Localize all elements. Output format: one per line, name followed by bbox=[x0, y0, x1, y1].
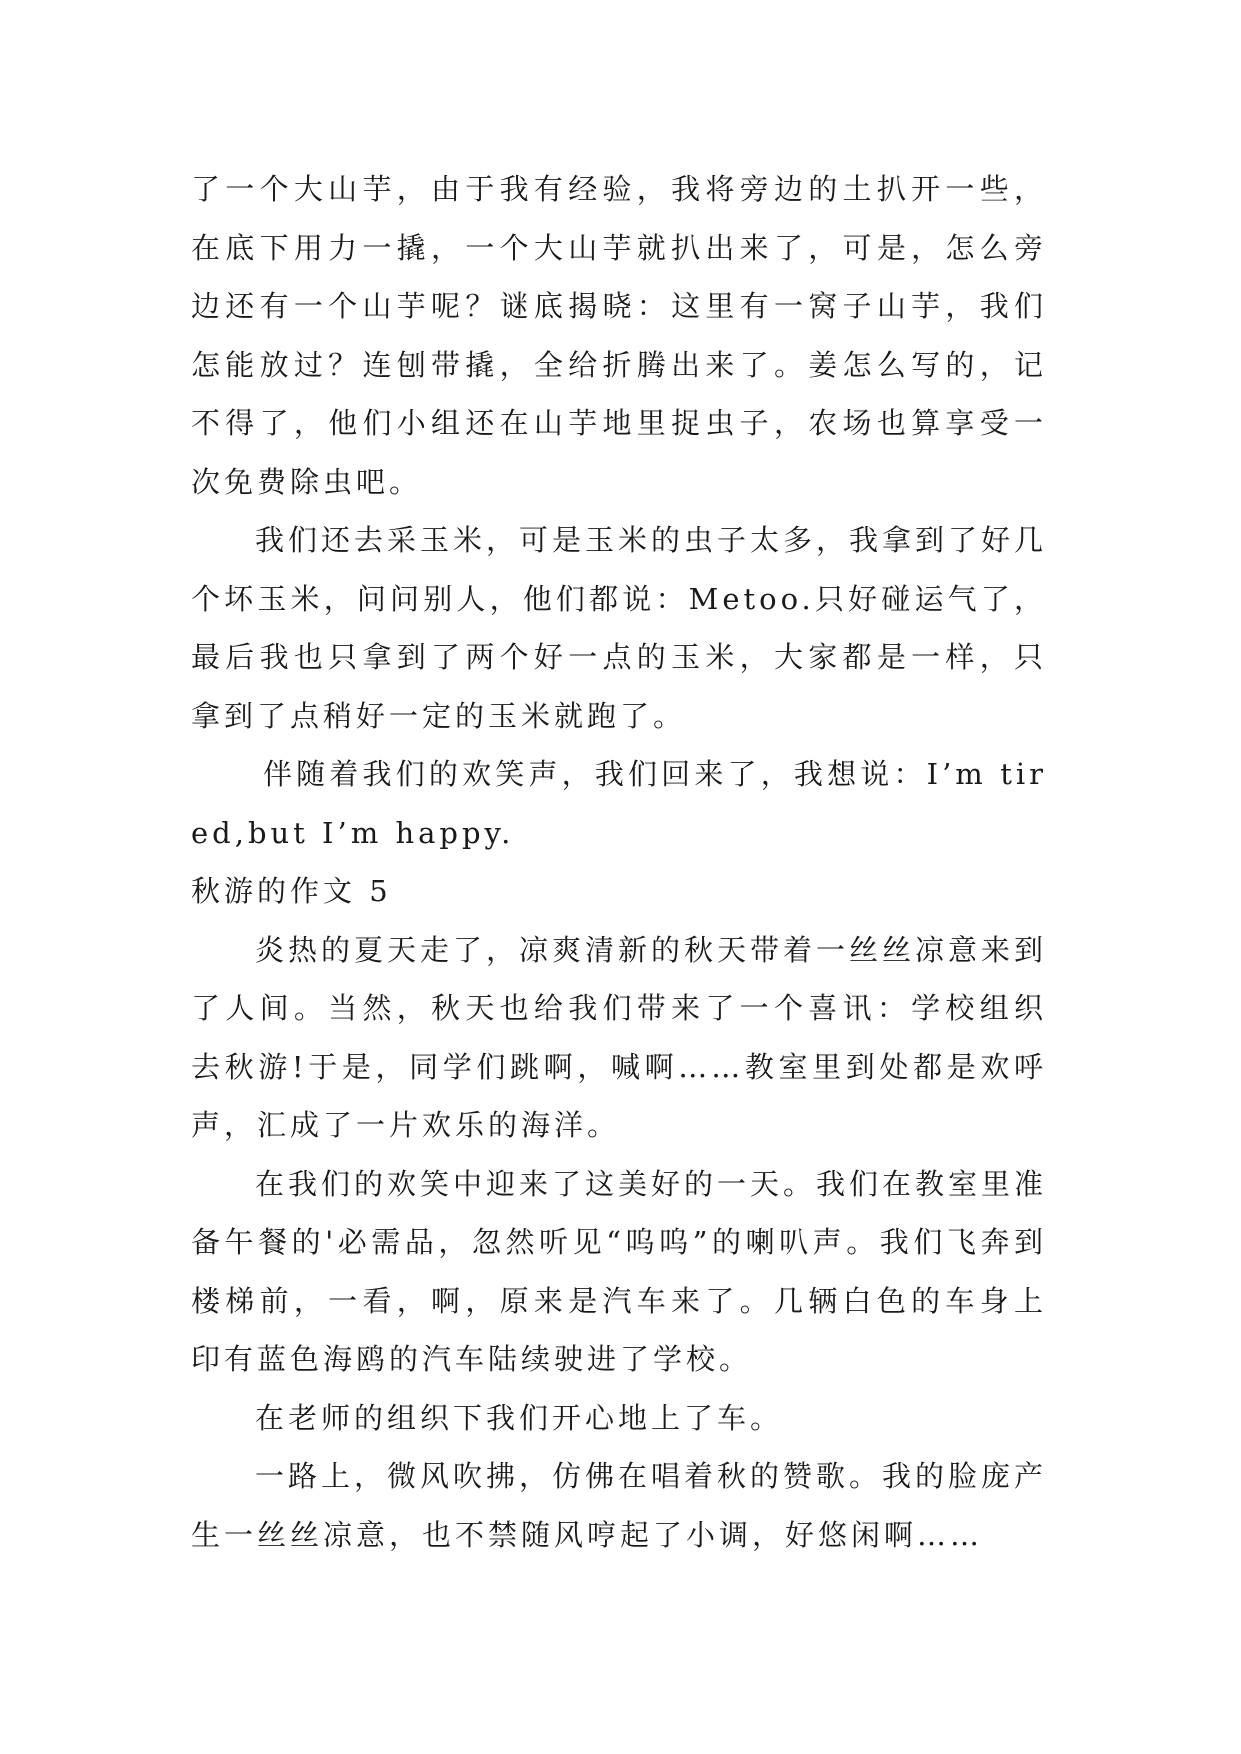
paragraph-sweet-potato: 了一个大山芋，由于我有经验，我将旁边的土扒开一些，在底下用力一撬，一个大山芋就扒出来了，可是，怎么旁边还有一个山芋呢？谜底揭晓：这里有一窝子山芋，我们怎能放过？连刨带撬，全给折腾出来了。姜怎么写的，记不得了，他们小组还在山芋地里捉虫子，农场也算享受一次免费除虫吧。 bbox=[191, 172, 1047, 499]
document-body bbox=[191, 160, 1047, 1564]
paragraph-return: 伴随着我们的欢笑声，我们回来了，我想说：I’m tired,but I’m happy. bbox=[191, 757, 1047, 850]
paragraph-bus-arrives: 在我们的欢笑中迎来了这美好的一天。我们在教室里准备午餐的'必需品，忽然听见“呜呜”的喇叭声。我们飞奔到楼梯前，一看，啊，原来是汽车来了。几辆白色的车身上印有蓝色海鸥的汽车陆续驶进了学校。 bbox=[191, 1166, 1048, 1376]
paragraph-on-the-road: 一路上，微风吹拂，仿佛在唱着秋的赞歌。我的脸庞产生一丝丝凉意，也不禁随风哼起了小调，好悠闲啊…… bbox=[191, 1459, 1048, 1552]
section-heading: 秋游的作文 5 bbox=[191, 874, 392, 908]
paragraph-board-bus: 在老师的组织下我们开心地上了车。 bbox=[255, 1400, 784, 1435]
paragraph-corn: 我们还去采玉米，可是玉米的虫子太多，我拿到了好几个坏玉米，问问别人，他们都说：Metoo.只好碰运气了，最后我也只拿到了两个好一点的玉米，大家都是一样，只拿到了点稍好一定的玉米就跑了。 bbox=[191, 523, 1048, 733]
paragraph-autumn-arrives: 炎热的夏天走了，凉爽清新的秋天带着一丝丝凉意来到了人间。当然，秋天也给我们带来了一个喜讯：学校组织去秋游!于是，同学们跳啊，喊啊……教室里到处都是欢呼声，汇成了一片欢乐的海洋。 bbox=[191, 932, 1048, 1142]
